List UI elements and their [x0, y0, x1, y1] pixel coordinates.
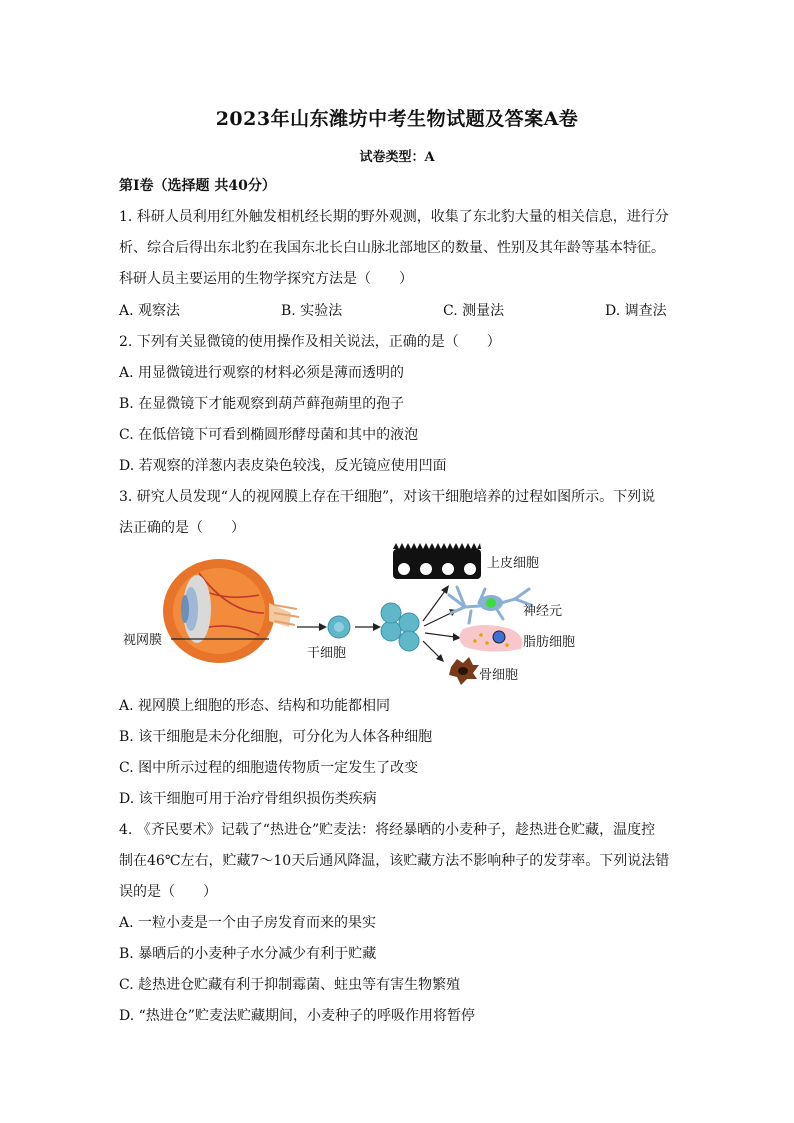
- question-4-option-a: A. 一粒小麦是一个由子房发育而来的果实: [119, 915, 377, 931]
- question-4-line-3: 误的是（ ）: [119, 884, 217, 900]
- question-3-line-1: 3. 研究人员发现“人的视网膜上存在干细胞”，对该干细胞培养的过程如图所示。下列说: [119, 489, 656, 505]
- question-1-option-c: C. 测量法: [443, 303, 505, 319]
- question-4-line-2: 制在46℃左右，贮藏7～10天后通风降温，该贮藏方法不影响种子的发芽率。下列说法错: [119, 853, 670, 869]
- question-1-line-1: 1. 科研人员利用红外触发相机经长期的野外观测，收集了东北豹大量的相关信息，进行分: [119, 209, 669, 225]
- dividing-cells: [381, 603, 419, 651]
- question-4-option-b: B. 暴晒后的小麦种子水分减少有利于贮藏: [119, 946, 377, 962]
- question-1-option-d: D. 调查法: [605, 303, 667, 319]
- question-2-option-d: D. 若观察的洋葱内表皮染色较浅，反光镜应使用凹面: [119, 458, 447, 474]
- label-stem-cell: 干细胞: [307, 646, 347, 661]
- label-bone-cell: 骨细胞: [479, 668, 519, 683]
- label-fat-cell: 脂肪细胞: [523, 635, 576, 650]
- fat-cell: [459, 625, 522, 652]
- question-3-option-a: A. 视网膜上细胞的形态、结构和功能都相同: [119, 698, 391, 714]
- question-2-line-1: 2. 下列有关显微镜的使用操作及相关说法，正确的是（ ）: [119, 334, 501, 350]
- question-2-option-c: C. 在低倍镜下可看到椭圆形酵母菌和其中的液泡: [119, 427, 419, 443]
- question-4-option-c: C. 趁热进仓贮藏有利于抑制霉菌、蛀虫等有害生物繁殖: [119, 977, 461, 993]
- question-3-option-d: D. 该干细胞可用于治疗骨组织损伤类疾病: [119, 791, 377, 807]
- question-1-option-a: A. 观察法: [119, 303, 181, 319]
- epithelial-cells: [393, 543, 481, 579]
- question-4-option-d: D. “热进仓”贮麦法贮藏期间，小麦种子的呼吸作用将暂停: [119, 1008, 475, 1024]
- question-4-line-1: 4. 《齐民要术》记载了“热进仓”贮麦法：将经暴晒的小麦种子，趁热进仓贮藏，温度控: [119, 822, 656, 838]
- section-heading: 第Ⅰ卷（选择题 共40分）: [119, 178, 276, 194]
- question-1-line-2: 析、综合后得出东北豹在我国东北长白山脉北部地区的数量、性别及其年龄等基本特征。: [119, 240, 665, 256]
- label-neuron: 神经元: [523, 604, 563, 619]
- bone-cell: [449, 657, 479, 685]
- question-1-option-b: B. 实验法: [281, 303, 343, 319]
- question-1-line-3: 科研人员主要运用的生物学探究方法是（ ）: [119, 271, 413, 287]
- page-title: 2023年山东潍坊中考生物试题及答案A卷: [215, 108, 579, 130]
- question-2-option-a: A. 用显微镜进行观察的材料必须是薄而透明的: [119, 365, 405, 381]
- question-3-line-2: 法正确的是（ ）: [119, 520, 245, 536]
- question-3-option-b: B. 该干细胞是未分化细胞，可分化为人体各种细胞: [119, 729, 433, 745]
- label-retina: 视网膜: [123, 633, 163, 648]
- question-3-option-c: C. 图中所示过程的细胞遗传物质一定发生了改变: [119, 760, 419, 776]
- label-epithelial: 上皮细胞: [487, 556, 540, 571]
- paper-type: 试卷类型：A: [359, 150, 435, 165]
- stem-cell-differentiation-figure: [119, 543, 599, 689]
- question-2-option-b: B. 在显微镜下才能观察到葫芦藓孢蒴里的孢子: [119, 396, 405, 412]
- eye-illustration: [163, 559, 299, 663]
